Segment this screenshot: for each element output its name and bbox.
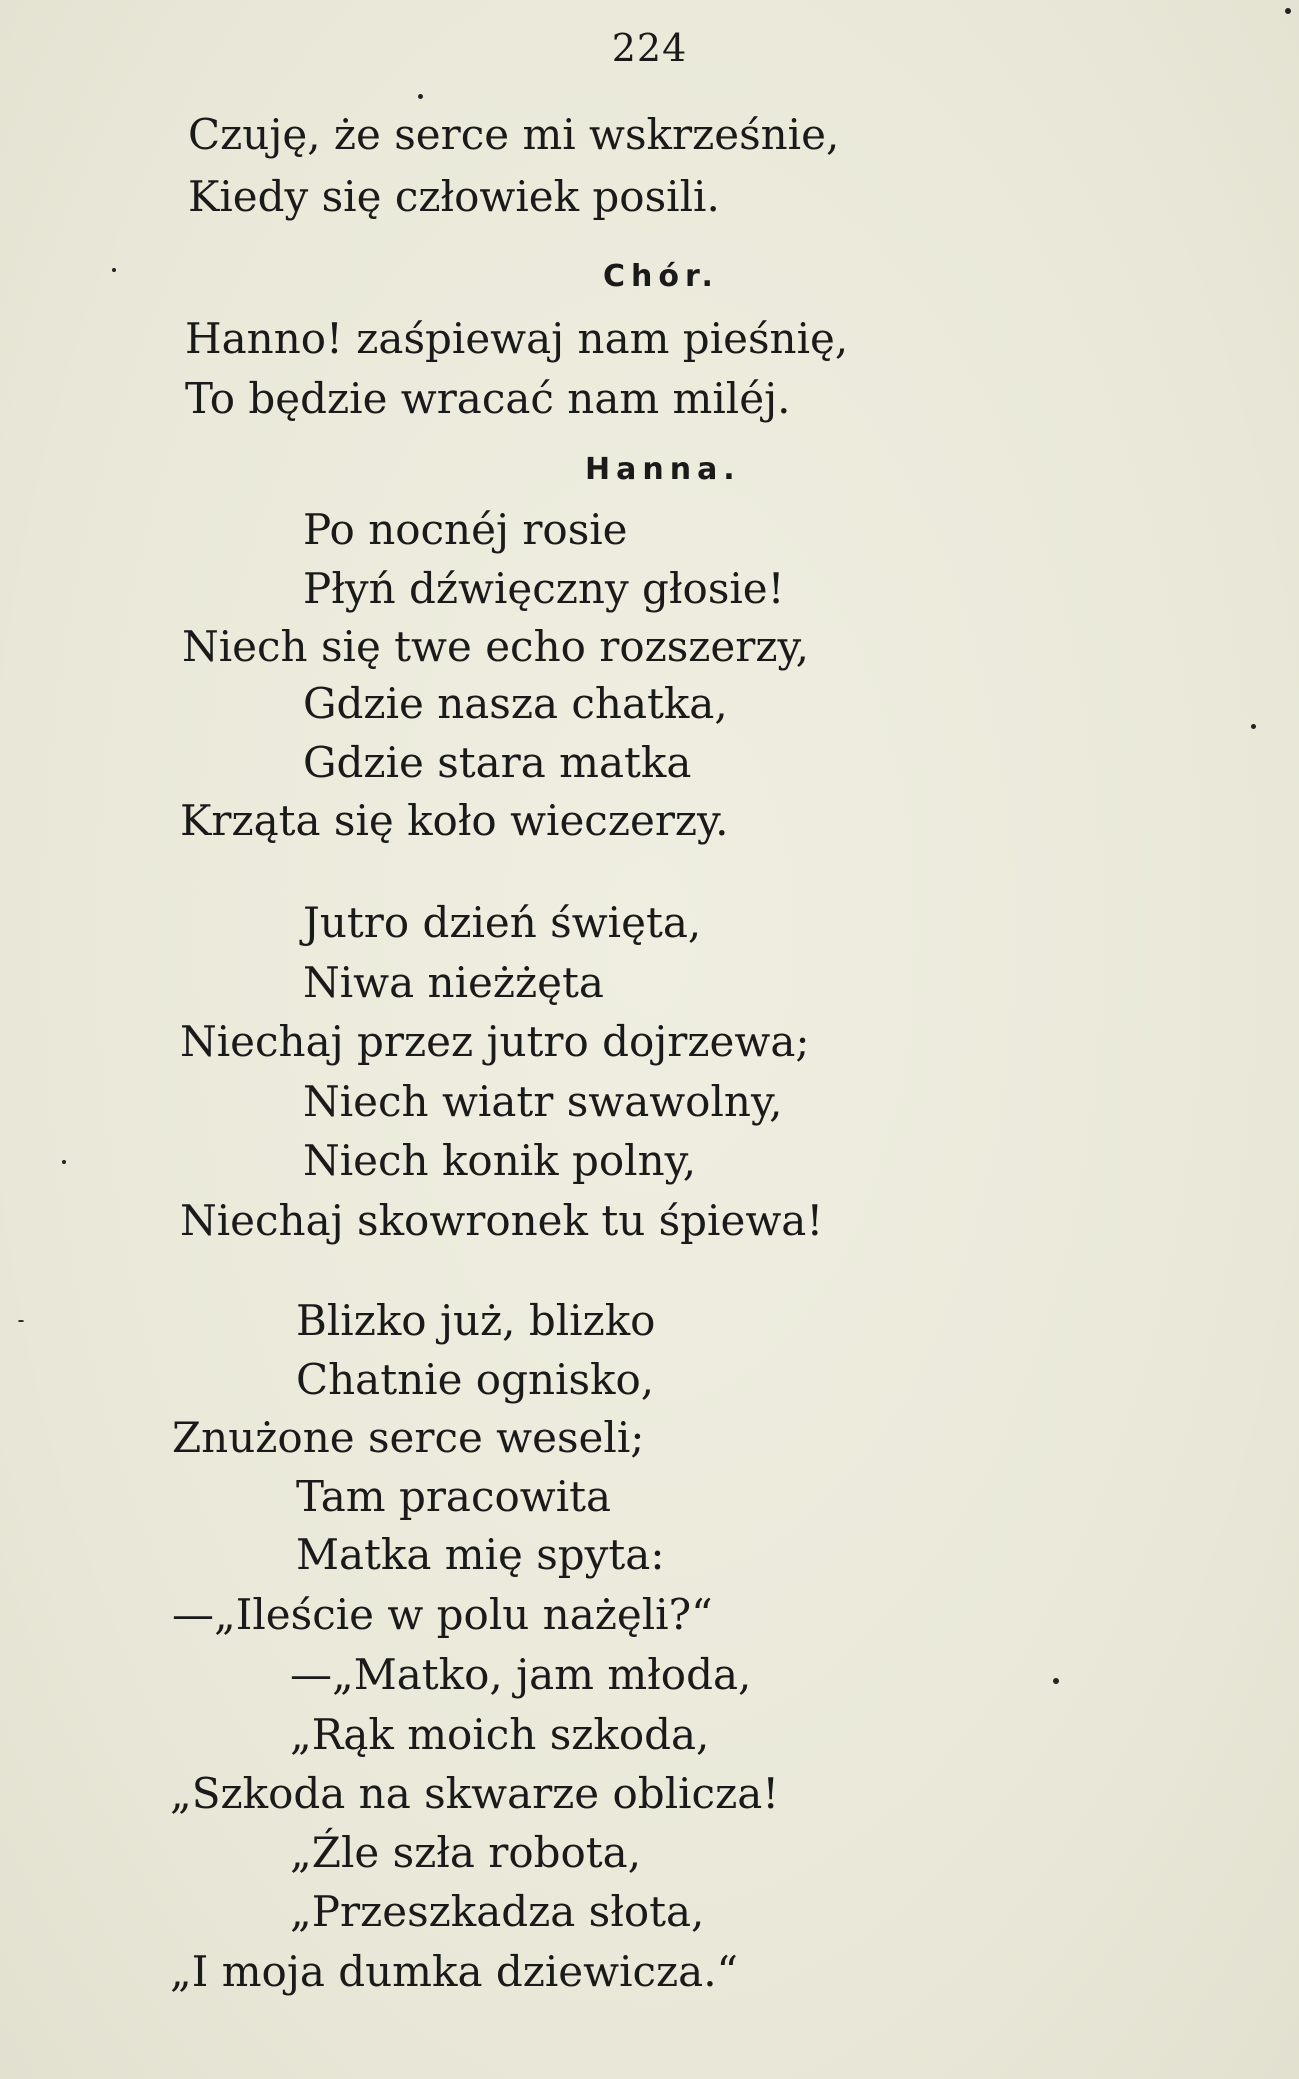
poem-line: Chatnie ognisko, <box>296 1355 655 1404</box>
poem-line: „Źle szła robota, <box>290 1828 642 1877</box>
paper-speck <box>18 1320 24 1322</box>
paper-speck <box>1251 724 1256 729</box>
paper-speck <box>62 1160 66 1164</box>
poem-line: Tam pracowita <box>296 1472 612 1521</box>
poem-line: Płyń dźwięczny głosie! <box>303 564 785 613</box>
poem-line: Niechaj skowronek tu śpiewa! <box>180 1196 824 1245</box>
page-number: 224 <box>611 26 688 70</box>
poem-line: Gdzie nasza chatka, <box>303 679 728 728</box>
poem-line: Niechaj przez jutro dojrzewa; <box>180 1017 810 1066</box>
poem-line: „I moja dumka dziewicza.“ <box>170 1947 739 1996</box>
paper-speck <box>1053 1678 1059 1684</box>
paper-speck <box>112 268 116 272</box>
poem-line: Niwa nieżżęta <box>303 958 604 1007</box>
poem-line: Niech wiatr swawolny, <box>303 1077 783 1126</box>
poem-line: Niech się twe echo rozszerzy, <box>182 622 809 671</box>
poem-line: „Szkoda na skwarze oblicza! <box>170 1769 780 1818</box>
poem-line: Znużone serce weseli; <box>172 1413 645 1462</box>
poem-line: To będzie wracać nam miléj. <box>185 374 791 423</box>
poem-line: Gdzie stara matka <box>303 738 692 787</box>
paper-speck <box>418 94 423 99</box>
poem-line: Matka mię spyta: <box>296 1530 665 1579</box>
poem-line: „Przeszkadza słota, <box>290 1887 705 1936</box>
poem-line: Po nocnéj rosie <box>303 505 628 554</box>
speaker-label: Hanna. <box>585 452 741 487</box>
poem-line: Niech konik polny, <box>303 1136 697 1185</box>
poem-line: Krząta się koło wieczerzy. <box>180 796 729 845</box>
poem-line: Jutro dzień święta, <box>303 898 702 947</box>
poem-line: Czuję, że serce mi wskrześnie, <box>188 110 840 159</box>
poem-line: —„Ileście w polu nażęli?“ <box>172 1590 713 1639</box>
poem-line: Blizko już, blizko <box>296 1296 656 1345</box>
poem-line: —„Matko, jam młoda, <box>290 1650 752 1699</box>
poem-line: Hanno! zaśpiewaj nam pieśnię, <box>185 314 849 363</box>
poem-line: Kiedy się człowiek posili. <box>188 172 720 221</box>
poem-line: „Rąk moich szkoda, <box>290 1710 710 1759</box>
speaker-label: Chór. <box>603 259 719 294</box>
paper-speck <box>1285 8 1291 14</box>
